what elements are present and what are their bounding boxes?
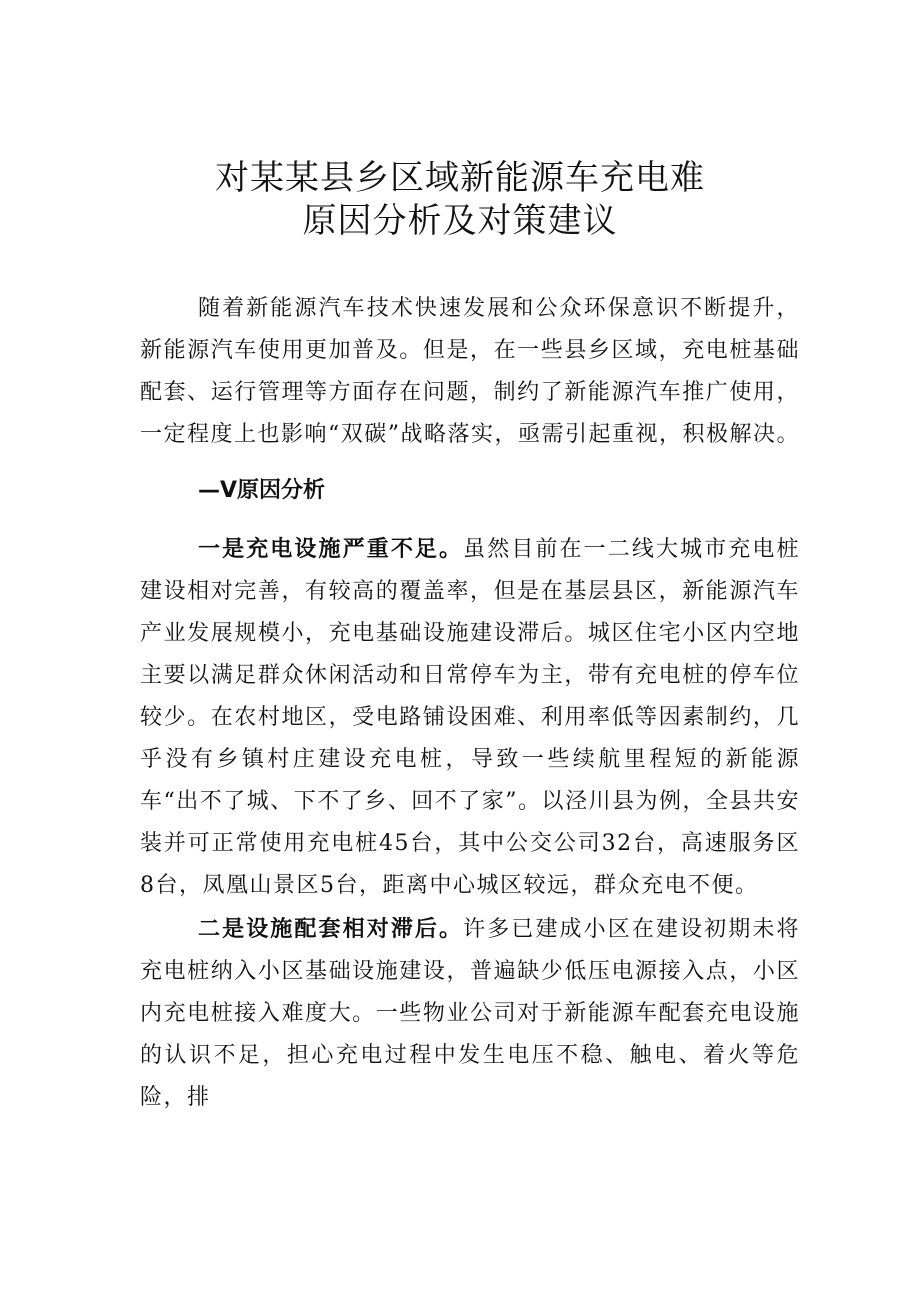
- paragraph-insufficient-facilities: [140, 528, 800, 907]
- paragraph-lead: 一是充电设施严重不足。: [198, 536, 464, 562]
- document-title-line1: 对某某县乡区域新能源车充电难: [215, 158, 705, 198]
- paragraph-body: 许多已建成小区在建设初期未将充电桩纳入小区基础设施建设，普遍缺少低压电源接入点，小区内充电桩接入难度大。一些物业公司对于新能源车配套充电设施的认识不足，担心充电过程中发生电压不稳、触电、着火等危险，排: [140, 917, 800, 1110]
- paragraph-lagging-supporting: [140, 908, 800, 1119]
- paragraph-lead: 二是设施配套相对滞后。: [198, 916, 464, 942]
- section-heading-causes: —V原因分析: [198, 478, 326, 503]
- document-title-line2: 原因分析及对策建议: [302, 201, 618, 241]
- intro-paragraph: 随着新能源汽车技术快速发展和公众环保意识不断提升，新能源汽车使用更加普及。但是，在一些县乡区域，充电桩基础配套、运行管理等方面存在问题，制约了新能源汽车推广使用，一定程度上也影响“双碳”战略落实，亟需引起重视，积极解决。: [140, 296, 800, 447]
- paragraph-body: 虽然目前在一二线大城市充电桩建设相对完善，有较高的覆盖率，但是在基层县区，新能源汽车产业发展规模小，充电基础设施建设滞后。城区住宅小区内空地主要以满足群众休闲活动和日常停车为主，带有充电桩的停车位较少。在农村地区，受电路铺设困难、利用率低等因素制约，几乎没有乡镇村庄建设充电桩，导致一些续航里程短的新能源车“出不了城、下不了乡、回不了家”。以泾川县为例，全县共安装并可正常使用充电桩45台，其中公交公司32台，高速服务区8台，凤凰山景区5台，距离中心城区较远，群众充电不便。: [140, 537, 800, 898]
